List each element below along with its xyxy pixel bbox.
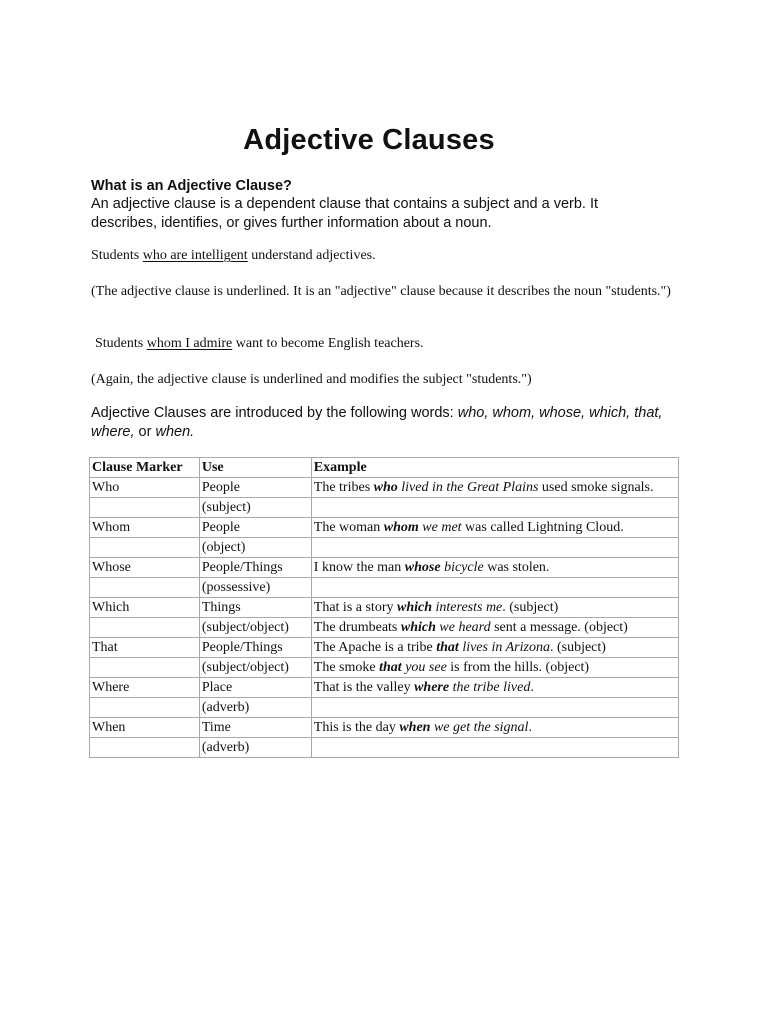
example-1-clause: who are intelligent xyxy=(142,248,248,263)
intro-last-word: when. xyxy=(155,424,195,440)
cell-example xyxy=(311,698,678,718)
header-clause-marker: Clause Marker xyxy=(90,458,200,478)
example-marker-word: which xyxy=(400,620,436,635)
cell-example xyxy=(311,638,678,658)
table-row xyxy=(90,518,679,538)
cell-example xyxy=(311,578,678,598)
cell-clause-marker: Where xyxy=(90,678,200,698)
cell-example xyxy=(311,678,678,698)
example-clause-text: the tribe lived xyxy=(449,680,531,695)
cell-clause-marker xyxy=(90,618,200,638)
cell-example xyxy=(311,558,678,578)
cell-example xyxy=(311,518,678,538)
example-text: . xyxy=(528,720,532,735)
cell-use: People xyxy=(199,478,311,498)
table-row xyxy=(90,598,679,618)
cell-clause-marker: Which xyxy=(90,598,200,618)
cell-example xyxy=(311,618,678,638)
intro-or: or xyxy=(134,424,156,440)
example-text: The smoke xyxy=(313,660,380,675)
cell-example xyxy=(311,498,678,518)
cell-clause-marker: Whose xyxy=(90,558,200,578)
cell-clause-marker xyxy=(90,498,200,518)
example-clause-text: interests me xyxy=(432,600,503,615)
cell-example xyxy=(311,738,678,758)
example-2-note: (Again, the adjective clause is underlined and modifies the subject "students.") xyxy=(91,372,532,387)
cell-example xyxy=(311,598,678,618)
cell-clause-marker: When xyxy=(90,718,200,738)
example-marker-word: whose xyxy=(404,560,441,575)
page-title: Adjective Clauses xyxy=(243,124,495,156)
example-marker-word: when xyxy=(399,720,431,735)
section-heading: What is an Adjective Clause? xyxy=(91,178,292,194)
cell-use: Things xyxy=(199,598,311,618)
cell-use: (subject/object) xyxy=(199,618,311,638)
example-clause-text: you see xyxy=(401,660,447,675)
example-text: . xyxy=(530,680,534,695)
cell-clause-marker xyxy=(90,538,200,558)
example-text: That is the valley xyxy=(313,680,415,695)
cell-clause-marker: Whom xyxy=(90,518,200,538)
table-body xyxy=(90,478,679,758)
table-row xyxy=(90,658,679,678)
table-row xyxy=(90,738,679,758)
example-text: sent a message. (object) xyxy=(490,620,628,635)
cell-example xyxy=(311,718,678,738)
example-clause-text: bicycle xyxy=(440,560,484,575)
example-marker-word: where xyxy=(414,680,450,695)
cell-clause-marker: Who xyxy=(90,478,200,498)
cell-use: Time xyxy=(199,718,311,738)
intro-lead: Adjective Clauses are introduced by the following words: xyxy=(91,405,458,421)
table-row xyxy=(90,558,679,578)
cell-example xyxy=(311,538,678,558)
cell-use: (object) xyxy=(199,538,311,558)
example-clause-text: we get the signal xyxy=(430,720,529,735)
example-1-after: understand adjectives. xyxy=(247,248,376,263)
definition-text: An adjective clause is a dependent clause that contains a subject and a verb. It describes, identifies, or gives further information about a noun. xyxy=(91,196,599,231)
table-row xyxy=(90,578,679,598)
table-row xyxy=(90,638,679,658)
example-text: was stolen. xyxy=(483,560,550,575)
intro-text xyxy=(91,404,681,442)
cell-example xyxy=(311,478,678,498)
example-text: . (subject) xyxy=(502,600,559,615)
cell-use: Place xyxy=(199,678,311,698)
table-header-row xyxy=(90,458,679,478)
example-sentence-1 xyxy=(91,247,691,265)
example-text: is from the hills. (object) xyxy=(446,660,590,675)
example-text: The woman xyxy=(313,520,384,535)
example-text: The Apache is a tribe xyxy=(313,640,437,655)
cell-clause-marker xyxy=(90,658,200,678)
cell-example xyxy=(311,658,678,678)
table-row xyxy=(90,678,679,698)
example-text: used smoke signals. xyxy=(538,480,654,495)
cell-clause-marker xyxy=(90,738,200,758)
example-clause-text: we heard xyxy=(435,620,491,635)
table-row xyxy=(90,478,679,498)
example-text: . (subject) xyxy=(549,640,606,655)
example-marker-word: that xyxy=(379,660,402,675)
table-row xyxy=(90,538,679,558)
example-marker-word: whom xyxy=(383,520,419,535)
table-row xyxy=(90,618,679,638)
example-2-before: Students xyxy=(95,336,147,351)
cell-use: People/Things xyxy=(199,638,311,658)
cell-use: (adverb) xyxy=(199,738,311,758)
cell-clause-marker xyxy=(90,578,200,598)
cell-use: People/Things xyxy=(199,558,311,578)
example-marker-word: which xyxy=(397,600,433,615)
intro-words: who, whom, whose, which, that, where, xyxy=(91,405,663,440)
cell-use: (possessive) xyxy=(199,578,311,598)
cell-use: People xyxy=(199,518,311,538)
header-use: Use xyxy=(199,458,311,478)
example-2-after: want to become English teachers. xyxy=(232,336,424,351)
example-1-before: Students xyxy=(91,248,143,263)
table-row xyxy=(90,718,679,738)
example-clause-text: we met xyxy=(418,520,462,535)
cell-clause-marker xyxy=(90,698,200,718)
example-sentence-2 xyxy=(95,335,695,353)
example-text: That is a story xyxy=(313,600,397,615)
cell-use: (subject) xyxy=(199,498,311,518)
example-text: This is the day xyxy=(313,720,400,735)
example-1-note: (The adjective clause is underlined. It is an "adjective" clause because it describes the noun "students.") xyxy=(91,284,671,299)
cell-use: (subject/object) xyxy=(199,658,311,678)
cell-use: (adverb) xyxy=(199,698,311,718)
example-clause-text: lives in Arizona xyxy=(458,640,550,655)
example-marker-word: who xyxy=(373,480,398,495)
example-text: was called Lightning Cloud. xyxy=(461,520,624,535)
table-row xyxy=(90,498,679,518)
header-example: Example xyxy=(311,458,678,478)
example-text: The drumbeats xyxy=(313,620,401,635)
example-2-clause: whom I admire xyxy=(146,336,233,351)
table-row xyxy=(90,698,679,718)
example-marker-word: that xyxy=(436,640,459,655)
example-clause-text: lived in the Great Plains xyxy=(397,480,539,495)
clause-marker-table xyxy=(89,457,679,758)
cell-clause-marker: That xyxy=(90,638,200,658)
example-text: I know the man xyxy=(313,560,405,575)
example-text: The tribes xyxy=(313,480,374,495)
